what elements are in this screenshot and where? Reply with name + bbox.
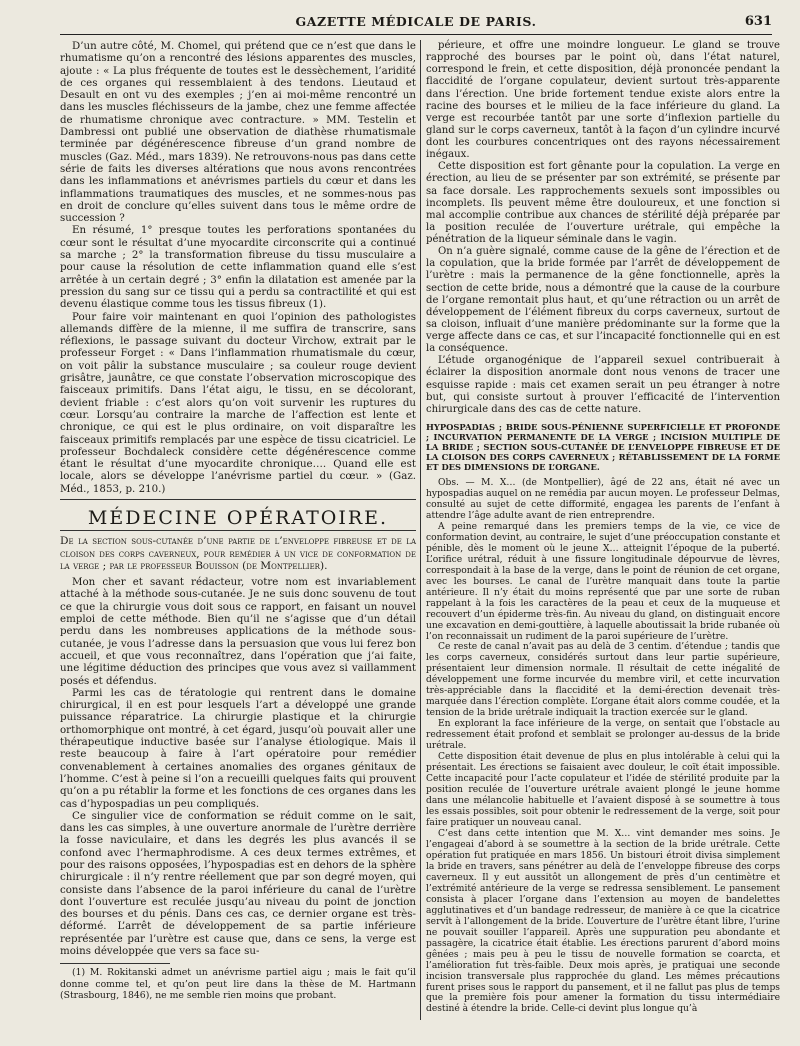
section-heading: MÉDECINE OPÉRATOIRE. xyxy=(87,506,389,529)
paragraph: Cette disposition est fort gênante pour la copulation. La verge en érection, au lieu de se présenter par son extrémité, se présente par sa face dorsale. Les rapprochements sexuels sont impossibles ou incomplets. Ils peuvent même être douloureux, et une fonction si mal accomplie contribue aux chances de stérilité déjà préparée par la position reculée de l’ouverture urétrale, qui empêche la pénétration de la liqueur séminale dans le vagin. xyxy=(426,161,780,245)
paragraph: Pour faire voir maintenant en quoi l’opinion des pathologistes allemands diffère de la mienne, il me suffira de transcrire, sans réflexions, le passage suivant du docteur Virchow, extrait par le professeur Forget : « Dans l’inflammation rhumatismale du cœur, on voit pâlir la substance musculaire ; sa couleur rouge devient grisâtre, jaunâtre, ce que constate l’observation microscopique des faisceaux primitifs. Dans l’état aigu, le tissu, en se décolorant, devient friable : c’est alors qu’on voit survenir les ruptures du cœur. Lorsqu’au contraire la marche de l’affection est lente et chronique, ce qui est le plus ordinaire, on voit disparaître les faisceaux primitifs remplacés par une espèce de tissu cicatriciel. Le professeur Bochdaleck considère cette dégénérescence comme étant le résultat d’une myocardite chronique…. Quand elle est locale, alors se développe l’anévrisme partiel du cœur. » (Gaz. Méd., 1853, p. 210.) xyxy=(60,310,416,495)
column-divider xyxy=(420,40,421,1020)
paragraph: Parmi les cas de tératologie qui rentrent dans le domaine chirurgical, il en est pour lesquels l’art a développé une grande puissance réparatrice. La chirurgie plastique et la chirurgie orthomorphique ont montré, à cet égard, jusqu’où pouvait aller une thérapeutique inductive basée sur l’analyse étiologique. Mais il reste beaucoup à faire à l’art opératoire pour remédier convenablement à certaines anomalies des organes génitaux de l’homme. C’est à peine si l’on a recueilli quelques faits qui prouvent qu’on a pu rétablir la forme et les fonctions de ces organes dans les cas d’hypospadias un peu compliqués. xyxy=(60,686,416,810)
running-title: GAZETTE MÉDICALE DE PARIS. xyxy=(295,14,537,29)
paragraph: L’étude organogénique de l’appareil sexuel contribuerait à éclairer la disposition anormale dont nous venons de tracer une esquisse rapide : mais cet examen serait un peu étranger à notre but, qui consiste surtout à prouver l’efficacité de l’intervention chirurgicale dans des cas de cette nature. xyxy=(426,355,780,415)
observation-paragraph: En explorant la face inférieure de la verge, on sentait que l’obstacle au redressement était profond et semblait se prolonger au-dessus de la bride urétrale. xyxy=(426,719,780,752)
section-rule xyxy=(60,530,416,531)
observation-paragraph: Cette disposition était devenue de plus en plus intolérable à celui qui la présentait. Les érections se faisaient avec douleur, le coït était impossible. Cette incapacité pour l’acte copulateur et l’idée de stérilité produite par la position reculée de l’ouverture urétrale avaient plongé le jeune homme dans une mélancolie habituelle et l’avaient disposé à se soumettre à tous les essais possibles, soit pour obtenir le redressement de la verge, soit pour faire pratiquer un nouveau canal. xyxy=(426,752,780,828)
paragraph: Mon cher et savant rédacteur, votre nom est invariablement attaché à la méthode sous-cutanée. Je ne suis donc souvenu de tout ce que la chirurgie vous doit sous ce rapport, en faisant un nouvel emploi de cette méthode. Bien qu’il ne s’agisse que d’un détail perdu dans les nombreuses applications de la méthode sous-cutanée, je vous l’adresse dans la persuasion que vous lui ferez bon accueil, et que vous reconnaîtrez, dans l’opération que j’ai faite, une légitime déduction des principes que vous avez si vaillamment posés et défendus. xyxy=(60,576,416,687)
page-header xyxy=(60,14,772,32)
footnote-rule xyxy=(60,963,170,964)
paragraph: Ce singulier vice de conformation se réduit comme on le sait, dans les cas simples, à une ouverture anormale de l’urètre derrière la fosse naviculaire, et dans les degrés les plus avancés il se confond avec l’hermaphrodisme. A ces deux termes extrêmes, et pour des raisons opposées, l’hypospadias est en dehors de la sphère chirurgicale : il n’y rentre réellement que par son degré moyen, qui consiste dans l’absence de la paroi inférieure du canal de l’urètre dont l’ouverture est reculée jusqu’au niveau du point de jonction des bourses et du pénis. Dans ces cas, ce dernier organe est très-déformé. L’arrêt de développement de sa partie inférieure représentée par l’urètre est cause que, dans ce sens, la verge est moins développée que vers sa face su- xyxy=(60,809,416,958)
paragraph: D’un autre côté, M. Chomel, qui prétend que ce n’est que dans le rhumatisme qu’on a rencontré des lésions apparentes des muscles, ajoute : « La plus fréquente de toutes est le dessèchement, l’aridité de ces organes qui ressemblaient à des tendons. Lieutaud et Desault en ont vu des exemples ; j’en ai moi-même rencontré un dans les muscles fléchisseurs de la jambe, chez une femme affectée de rhumatisme chronique avec contracture. » MM. Testelin et Dambressi ont publié une observation de diathèse rhumatismale terminée par dégénérescence fibreuse d’un grand nombre de muscles (Gaz. Méd., mars 1839). Ne retrouvons-nous pas dans cette série de faits les diverses altérations que nous avons rencontrées dans les inflammations et anévrismes partiels du cœur et dans les inflammations traumatiques des muscles, et ne sommes-nous pas en droit de conclure qu’elles suivent dans tous le même ordre de succession ? xyxy=(60,40,416,225)
observation-paragraph: Ce reste de canal n’avait pas au delà de 3 centim. d’étendue ; tandis que les corps caverneux, considérés surtout dans leur partie supérieure, présentaient leur dimension normale. Il résultait de cette inégalité de développement une forme incurvée du membre viril, et cette incurvation très-appréciable dans la flaccidité et la demi-érection devenait très-marquée dans l’érection complète. L’organe était alors comme coudée, et la tension de la bride urétrale indiquait la traction exercée sur le gland. xyxy=(426,642,780,719)
left-column xyxy=(60,40,416,1001)
observation-paragraph: C’est dans cette intention que M. X… vint demander mes soins. Je l’engageai d’abord à se soumettre à la section de la bride urétrale. Cette opération fut pratiquée en mars 1856. Un bistouri étroit divisa simplement la bride en travers, sans pénétrer au delà de l’enveloppe fibreuse des corps caverneux. Il y eut aussitôt un allongement de près d’un centimètre et l’extrémité antérieure de la verge se redressa sensiblement. Le pansement consista à placer l’organe dans l’extension au moyen de bandelettes agglutinatives et d’un bandage redresseur, de manière à ce que la cicatrice servît à l’allongement de la bride. L’ouverture de l’urètre étant libre, l’urine ne pouvait souiller l’appareil. Après une suppuration peu abondante et passagère, la cicatrice était établie. Les érections parurent d’abord moins gênées ; mais peu à peu le tissu de nouvelle formation se coarcta, et l’amélioration fut très-faible. Deux mois après, je pratiquai une seconde incision transversale plus rapprochée du gland. Les mêmes précautions furent prises sous le rapport du pansement, et il ne fallut pas plus de temps que la première fois pour amener la formation du tissu intermédiaire destiné à étendre la bride. Celle-ci devint plus longue qu’à xyxy=(426,828,780,1015)
paragraph: On n’a guère signalé, comme cause de la gêne de l’érection et de la copulation, que la bride formée par l’arrêt de développement de l’urètre : mais la permanence de la gêne fonctionnelle, après la section de cette bride, nous a démontré que la cause de la courbure de l’organe remontait plus haut, et qu’une rétraction ou un arrêt de développement de l’élément fibreux du corps caverneux, surtout de sa cloison, influait d’une manière prédominante sur la forme que la verge affecte dans ce cas, et sur l’incapacité fonctionnelle qui en est la conséquence. xyxy=(426,246,780,355)
section-rule xyxy=(60,499,416,500)
right-column xyxy=(426,40,780,1015)
page-number: 631 xyxy=(744,14,772,29)
header-rule xyxy=(60,34,772,35)
article-title: De la section sous-cutanée d’une partie de l’enveloppe fibreuse et de la cloison des corps caverneux, pour remédier à un vice de conformation de la verge ; par le professeur Bouisson (de Montpellier). xyxy=(60,535,416,572)
observation-paragraph: A peine remarqué dans les premiers temps de la vie, ce vice de conformation devint, au contraire, le sujet d’une préoccupation constante et pénible, dès le moment où le jeune X… atteignit l’époque de la puberté. L’orifice urétral, réduit à une fissure longitudinale dépourvue de lèvres, correspondait à la base de la verge, dans le point de réunion de cet organe, avec les bourses. Le canal de l’urètre manquait dans toute la partie antérieure. Il n’y était du moins représenté que par une sorte de ruban rappelant à la fois les caractères de la peau et ceux de la muqueuse et recouvert d’un épiderme très-fin. Au niveau du gland, on distinguait encore une excavation en demi-gouttière, à laquelle aboutissait la bride rubanée où l’on reconnaissait un rudiment de la paroi supérieure de l’urètre. xyxy=(426,521,780,642)
observation-paragraph: Obs. — M. X… (de Montpellier), âgé de 22 ans, était né avec un hypospadias auquel on ne remédia par aucun moyen. Le professeur Delmas, consulté au sujet de cette difformité, engagea les parents de l’enfant à attendre l’âge adulte avant de rien entreprendre. xyxy=(426,477,780,521)
paragraph: périeure, et offre une moindre longueur. Le gland se trouve rapproché des bourses par le point où, dans l’état naturel, correspond le frein, et cette disposition, déjà prononcée pendant la flaccidité de l’organe copulateur, devient surtout très-apparente dans l’érection. Une bride fortement tendue existe alors entre la racine des bourses et le milieu de la face inférieure du gland. La verge est recourbée tantôt par une sorte d’inflexion partielle du gland sur le corps caverneux, tantôt à la façon d’un cylindre incurvé dont les courbures concentriques ont des rayons nécessairement inégaux. xyxy=(426,40,780,161)
paragraph: En résumé, 1° presque toutes les perforations spontanées du cœur sont le résultat d’une myocardite circonscrite qui a continué sa marche ; 2° la transformation fibreuse du tissu musculaire a pour cause la résolution de cette inflammation quand elle s’est arrêtée à un certain degré ; 3° enfin la dilatation est amenée par la pression du sang sur ce tissu qui a perdu sa contractilité et qui est devenu élastique comme tous les tissus fibreux (1). xyxy=(60,224,416,311)
footnote: (1) M. Rokitanski admet un anévrisme partiel aigu ; mais le fait qu’il donne comme tel, et qu’on peut lire dans la thèse de M. Hartmann (Strasbourg, 1846), ne me semble rien moins que probant. xyxy=(60,967,416,1001)
case-summary: HYPOSPADIAS ; BRIDE SOUS-PÉNIENNE SUPERFICIELLE ET PROFONDE ; INCURVATION PERMANENTE DE LA VERGE ; INCISION MULTIPLE DE LA BRIDE ; SECTION SOUS-CUTANÉE DE L’ENVELOPPE FIBREUSE ET DE LA CLOISON DES CORPS CAVERNEUX ; RÉTABLISSEMENT DE LA FORME ET DES DIMENSIONS DE L’ORGANE. xyxy=(426,421,780,472)
